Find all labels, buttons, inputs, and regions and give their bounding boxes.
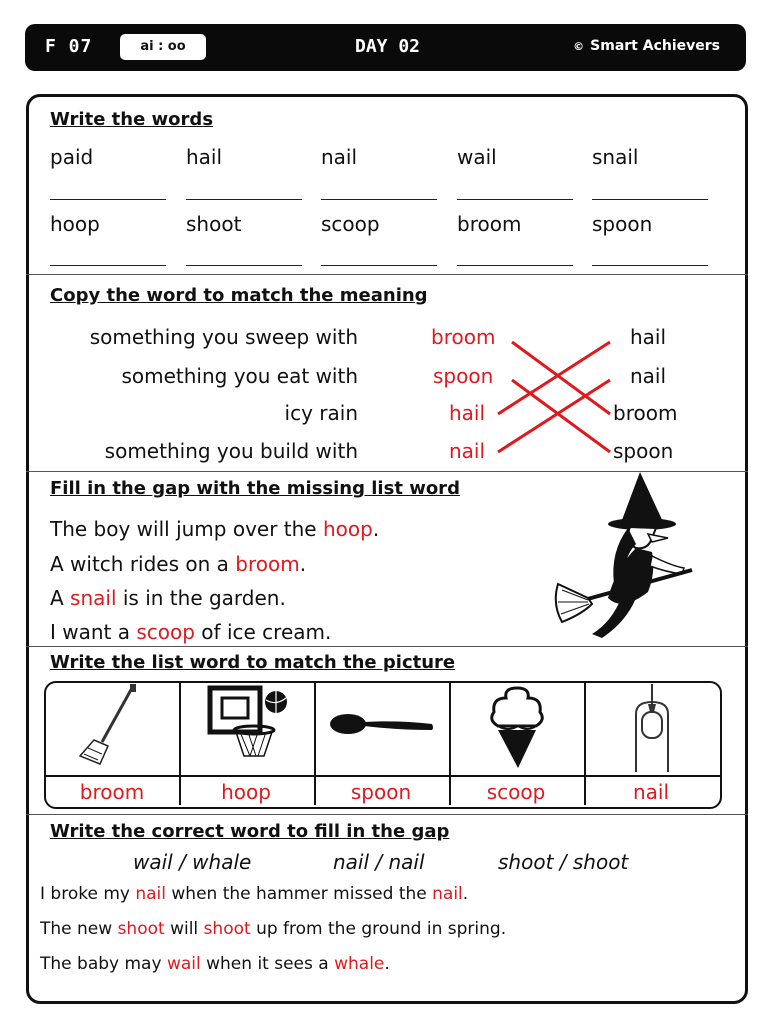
brand-logo — [573, 38, 720, 54]
worksheet-header — [25, 24, 746, 71]
list-word: hoop — [50, 212, 100, 236]
list-word: hail — [186, 145, 223, 169]
written-answer: spoon — [433, 364, 494, 388]
list-word: snail — [592, 145, 639, 169]
gap-sentence: The baby may wail when it sees a whale. — [40, 954, 390, 974]
section-title-correct-word: Write the correct word to fill in the gap — [50, 821, 450, 842]
writing-line[interactable] — [592, 265, 708, 266]
option-word: spoon — [613, 439, 674, 463]
gap-sentence: A snail is in the garden. — [50, 586, 286, 610]
grid-line — [44, 775, 720, 777]
section-divider — [26, 646, 748, 647]
list-word: wail — [457, 145, 497, 169]
gap-sentence: The new shoot will shoot up from the ground in spring. — [40, 919, 507, 939]
gap-answer: snail — [70, 586, 117, 610]
gap-sentence: A witch rides on a broom. — [50, 552, 307, 576]
gap-answer: shoot — [117, 919, 165, 939]
fingernail-icon — [624, 684, 680, 772]
gap-answer: broom — [235, 552, 300, 576]
gap-answer: nail — [135, 884, 166, 904]
writing-line[interactable] — [592, 199, 708, 200]
picture-answer: broom — [79, 780, 145, 804]
day-label: DAY 02 — [355, 36, 421, 57]
matching-lines — [490, 330, 620, 460]
gap-answer: whale — [334, 954, 385, 974]
option-word: nail — [630, 364, 667, 388]
word-choice-pair: shoot / shoot — [498, 850, 629, 874]
gap-answer: wail — [166, 954, 201, 974]
list-word: broom — [457, 212, 522, 236]
brand-name: Smart Achievers — [590, 38, 720, 54]
list-word: shoot — [186, 212, 242, 236]
list-word: spoon — [592, 212, 653, 236]
section-divider — [26, 274, 748, 275]
definition-text: something you eat with — [121, 364, 358, 388]
gap-sentence: I broke my nail when the hammer missed the nail. — [40, 884, 469, 904]
writing-line[interactable] — [457, 265, 573, 266]
picture-answer: nail — [632, 780, 670, 804]
gap-sentence: I want a scoop of ice cream. — [50, 620, 332, 644]
section-title-write-words: Write the words — [50, 109, 214, 130]
writing-line[interactable] — [50, 265, 166, 266]
ice-cream-icon — [484, 684, 550, 772]
option-word: hail — [630, 325, 667, 349]
list-word: nail — [321, 145, 358, 169]
phonics-pattern-badge: ai : oo — [120, 34, 206, 60]
gap-sentence: The boy will jump over the hoop. — [50, 517, 380, 541]
word-choice-pair: nail / nail — [333, 850, 425, 874]
gap-answer: shoot — [203, 919, 251, 939]
picture-answer: hoop — [221, 780, 271, 804]
writing-line[interactable] — [186, 265, 302, 266]
gap-answer: hoop — [322, 517, 373, 541]
option-word: broom — [613, 401, 678, 425]
gap-answer: nail — [432, 884, 463, 904]
writing-line[interactable] — [50, 199, 166, 200]
section-title-fill-gap: Fill in the gap with the missing list word — [50, 478, 460, 499]
writing-line[interactable] — [186, 199, 302, 200]
section-title-match-picture: Write the list word to match the picture — [50, 652, 456, 673]
picture-answer: spoon — [350, 780, 412, 804]
written-answer: broom — [431, 325, 496, 349]
section-divider — [26, 814, 748, 815]
worksheet-code: F 07 — [45, 36, 93, 57]
definition-text: something you build with — [104, 439, 358, 463]
list-word: paid — [50, 145, 94, 169]
written-answer: nail — [449, 439, 486, 463]
spoon-icon — [328, 706, 436, 746]
witch-on-broom-icon — [552, 472, 712, 642]
list-word: scoop — [321, 212, 380, 236]
basketball-hoop-icon — [204, 684, 294, 770]
gap-answer: scoop — [136, 620, 195, 644]
section-title-match-meaning: Copy the word to match the meaning — [50, 285, 428, 306]
writing-line[interactable] — [321, 265, 437, 266]
definition-text: icy rain — [284, 401, 358, 425]
word-choice-pair: wail / whale — [133, 850, 252, 874]
broom-icon — [74, 684, 150, 770]
writing-line[interactable] — [457, 199, 573, 200]
definition-text: something you sweep with — [89, 325, 358, 349]
written-answer: hail — [449, 401, 486, 425]
writing-line[interactable] — [321, 199, 437, 200]
copyright-symbol: © — [573, 40, 585, 53]
picture-answer: scoop — [486, 780, 546, 804]
